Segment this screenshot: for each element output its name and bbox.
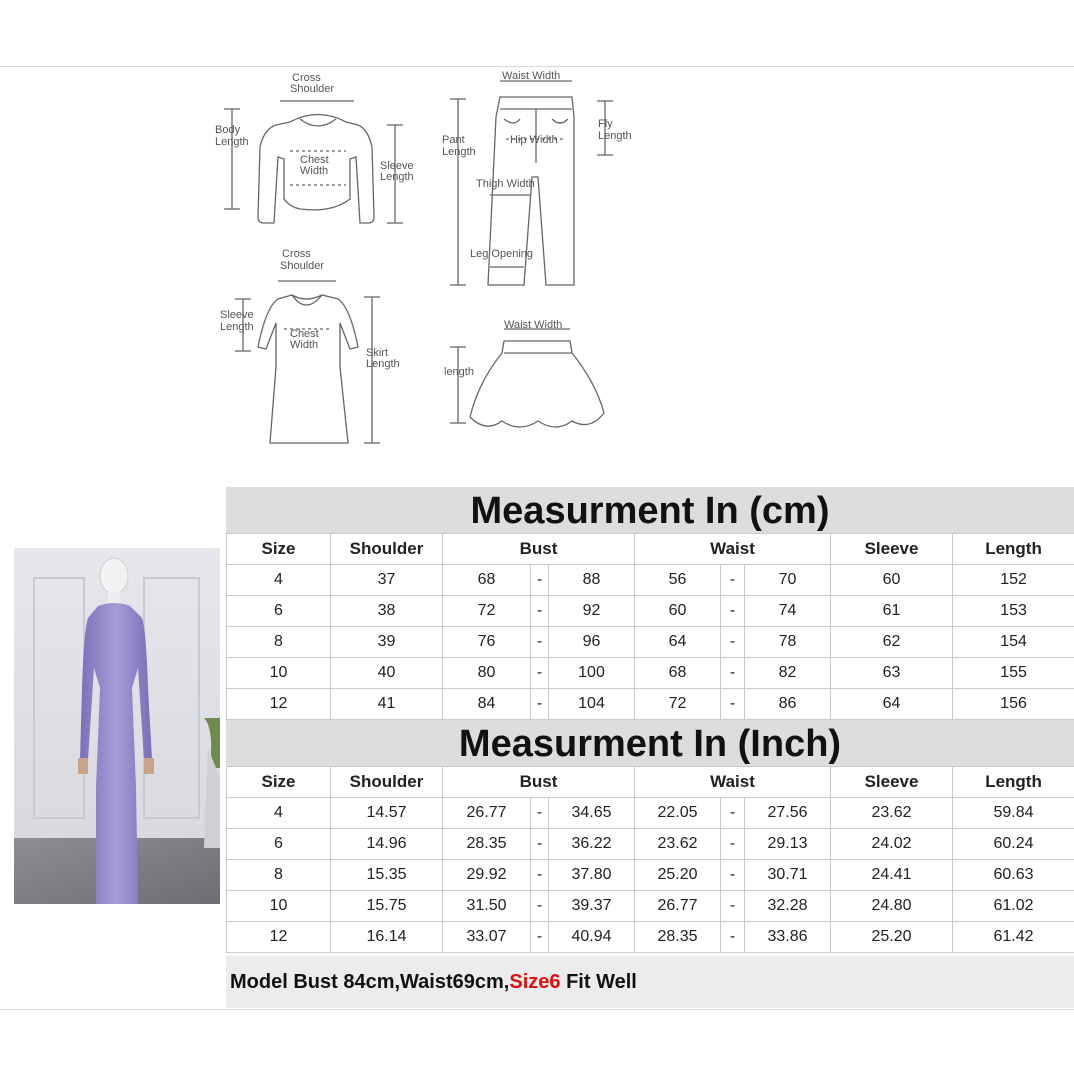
size-chart	[226, 487, 1074, 953]
svg-text:length: length	[444, 366, 474, 378]
table-cell: 10	[227, 658, 331, 689]
table-row	[227, 596, 1074, 627]
table-cell: 155	[953, 658, 1074, 689]
table-cell: 22.05	[635, 798, 721, 829]
table-cell: 64	[635, 627, 721, 658]
table-cell: -	[531, 891, 549, 922]
table-cell: 63	[831, 658, 953, 689]
table-cell: 74	[745, 596, 831, 627]
inch-size-table	[226, 766, 1074, 953]
table-cell: 60.24	[953, 829, 1074, 860]
table-row	[227, 658, 1074, 689]
table-cell: 59.84	[953, 798, 1074, 829]
table-cell: -	[721, 658, 745, 689]
table-cell: 56	[635, 565, 721, 596]
table-cell: 25.20	[635, 860, 721, 891]
svg-text:Width: Width	[300, 165, 329, 177]
table-cell: -	[721, 891, 745, 922]
svg-text:Fly: Fly	[598, 118, 613, 130]
header-shoulder: Shoulder	[331, 534, 443, 565]
table-row	[227, 565, 1074, 596]
table-cell: 64	[831, 689, 953, 720]
svg-text:Sleeve: Sleeve	[380, 160, 414, 172]
table-row	[227, 627, 1074, 658]
table-cell: 33.07	[443, 922, 531, 953]
table-cell: 39	[331, 627, 443, 658]
header-size: Size	[227, 767, 331, 798]
table-cell: 70	[745, 565, 831, 596]
table-cell: 61	[831, 596, 953, 627]
header-waist: Waist	[635, 534, 831, 565]
table-cell: 14.96	[331, 829, 443, 860]
svg-text:Length: Length	[598, 130, 632, 142]
table-cell: 84	[443, 689, 531, 720]
svg-text:Length: Length	[366, 358, 400, 370]
table-row	[227, 860, 1074, 891]
inch-header-row	[227, 767, 1074, 798]
table-cell: 27.56	[745, 798, 831, 829]
note-prefix: Model Bust 84cm,Waist69cm,	[230, 971, 510, 993]
table-cell: 24.80	[831, 891, 953, 922]
svg-text:Sleeve: Sleeve	[220, 309, 254, 321]
table-cell: -	[721, 627, 745, 658]
cm-header-row	[227, 534, 1074, 565]
header-length: Length	[953, 767, 1074, 798]
table-cell: -	[531, 922, 549, 953]
table-cell: 92	[549, 596, 635, 627]
table-cell: 37.80	[549, 860, 635, 891]
measurement-diagram	[0, 67, 1074, 485]
cm-size-table	[226, 533, 1074, 720]
cm-table-title: Measurment In (cm)	[226, 487, 1074, 533]
svg-text:Thigh Width: Thigh Width	[476, 178, 535, 190]
svg-text:Skirt: Skirt	[366, 347, 388, 359]
table-row	[227, 891, 1074, 922]
table-cell: 29.92	[443, 860, 531, 891]
table-cell: 26.77	[635, 891, 721, 922]
svg-text:Shoulder: Shoulder	[290, 83, 335, 95]
table-cell: -	[721, 596, 745, 627]
table-cell: 38	[331, 596, 443, 627]
svg-text:Length: Length	[220, 321, 254, 333]
table-cell: 29.13	[745, 829, 831, 860]
svg-text:Length: Length	[380, 171, 414, 183]
table-cell: -	[531, 658, 549, 689]
header-shoulder: Shoulder	[331, 767, 443, 798]
table-cell: 4	[227, 565, 331, 596]
header-length: Length	[953, 534, 1074, 565]
table-cell: 86	[745, 689, 831, 720]
table-cell: -	[531, 627, 549, 658]
svg-text:Waist Width: Waist Width	[504, 319, 563, 331]
table-cell: 4	[227, 798, 331, 829]
note-size-highlight: Size6	[509, 971, 561, 993]
table-cell: -	[531, 829, 549, 860]
table-cell: 100	[549, 658, 635, 689]
header-sleeve: Sleeve	[831, 534, 953, 565]
table-cell: 96	[549, 627, 635, 658]
header-waist: Waist	[635, 767, 831, 798]
table-cell: 6	[227, 596, 331, 627]
svg-text:Cross: Cross	[282, 248, 311, 260]
svg-text:Length: Length	[442, 146, 476, 158]
model-fit-note	[226, 956, 1074, 1008]
table-cell: 62	[831, 627, 953, 658]
table-cell: 82	[745, 658, 831, 689]
table-cell: 31.50	[443, 891, 531, 922]
table-cell: 24.41	[831, 860, 953, 891]
table-cell: 30.71	[745, 860, 831, 891]
header-size: Size	[227, 534, 331, 565]
table-cell: 41	[331, 689, 443, 720]
table-cell: 80	[443, 658, 531, 689]
skirt-illustration	[470, 341, 604, 427]
dress-illustration	[258, 295, 358, 443]
table-row	[227, 689, 1074, 720]
table-cell: 32.28	[745, 891, 831, 922]
table-cell: 153	[953, 596, 1074, 627]
svg-text:Chest: Chest	[290, 328, 319, 340]
table-cell: 36.22	[549, 829, 635, 860]
header-bust: Bust	[443, 534, 635, 565]
table-cell: -	[721, 860, 745, 891]
table-cell: 72	[635, 689, 721, 720]
table-cell: 88	[549, 565, 635, 596]
table-cell: 60	[831, 565, 953, 596]
table-cell: 61.42	[953, 922, 1074, 953]
svg-text:Chest: Chest	[300, 154, 329, 166]
svg-text:Cross: Cross	[292, 72, 321, 84]
table-cell: 24.02	[831, 829, 953, 860]
svg-text:Width: Width	[290, 339, 319, 351]
svg-text:Pant: Pant	[442, 134, 465, 146]
svg-text:Body: Body	[215, 124, 241, 136]
table-cell: 8	[227, 627, 331, 658]
svg-text:Length: Length	[215, 136, 249, 148]
table-cell: 78	[745, 627, 831, 658]
table-cell: 15.75	[331, 891, 443, 922]
table-row	[227, 798, 1074, 829]
table-cell: 28.35	[635, 922, 721, 953]
svg-text:Shoulder: Shoulder	[280, 260, 325, 272]
table-cell: 61.02	[953, 891, 1074, 922]
table-row	[227, 922, 1074, 953]
note-suffix: Fit Well	[560, 971, 637, 993]
table-cell: 12	[227, 689, 331, 720]
table-cell: 14.57	[331, 798, 443, 829]
diagram-labels	[215, 70, 632, 378]
svg-text:Waist Width: Waist Width	[502, 70, 561, 82]
table-cell: -	[531, 860, 549, 891]
table-cell: 39.37	[549, 891, 635, 922]
table-cell: 28.35	[443, 829, 531, 860]
table-cell: 40	[331, 658, 443, 689]
header-bust: Bust	[443, 767, 635, 798]
table-cell: 6	[227, 829, 331, 860]
inch-table-title: Measurment In (Inch)	[226, 720, 1074, 766]
table-cell: 68	[443, 565, 531, 596]
table-cell: 10	[227, 891, 331, 922]
table-cell: 23.62	[831, 798, 953, 829]
model-photo	[14, 548, 220, 904]
table-cell: -	[721, 565, 745, 596]
table-cell: 16.14	[331, 922, 443, 953]
table-cell: 40.94	[549, 922, 635, 953]
table-cell: 34.65	[549, 798, 635, 829]
table-cell: -	[721, 689, 745, 720]
table-cell: 26.77	[443, 798, 531, 829]
svg-text:Hip Width: Hip Width	[510, 134, 558, 146]
table-cell: -	[721, 798, 745, 829]
svg-text:Leg Opening: Leg Opening	[470, 248, 533, 260]
table-cell: 33.86	[745, 922, 831, 953]
table-cell: -	[531, 565, 549, 596]
table-cell: 60	[635, 596, 721, 627]
table-cell: -	[721, 829, 745, 860]
table-cell: 152	[953, 565, 1074, 596]
table-cell: 104	[549, 689, 635, 720]
table-cell: 76	[443, 627, 531, 658]
table-cell: 37	[331, 565, 443, 596]
header-sleeve: Sleeve	[831, 767, 953, 798]
table-cell: 60.63	[953, 860, 1074, 891]
table-cell: -	[531, 689, 549, 720]
table-cell: 156	[953, 689, 1074, 720]
table-cell: 25.20	[831, 922, 953, 953]
table-cell: -	[721, 922, 745, 953]
table-cell: 8	[227, 860, 331, 891]
table-cell: 12	[227, 922, 331, 953]
table-cell: 68	[635, 658, 721, 689]
table-cell: 23.62	[635, 829, 721, 860]
table-row	[227, 829, 1074, 860]
table-cell: 154	[953, 627, 1074, 658]
table-cell: -	[531, 596, 549, 627]
table-cell: 72	[443, 596, 531, 627]
table-cell: -	[531, 798, 549, 829]
table-cell: 15.35	[331, 860, 443, 891]
